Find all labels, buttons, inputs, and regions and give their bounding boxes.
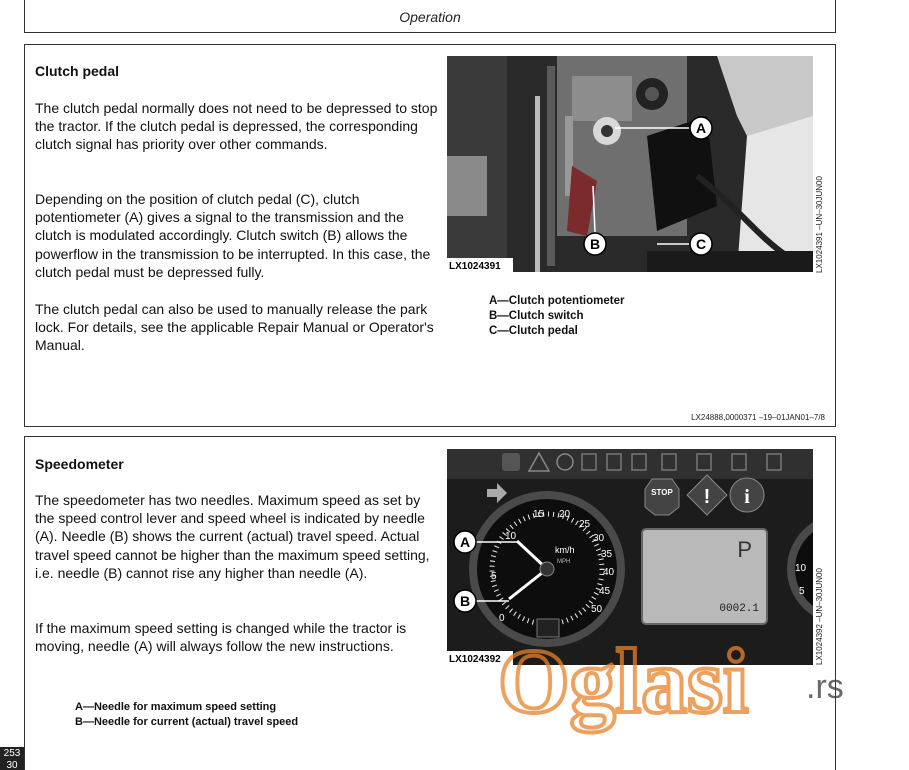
callout-b-speedometer: B: [459, 593, 471, 609]
gauge-unit-kmh: km/h: [555, 545, 575, 555]
info-icon: i: [744, 486, 750, 508]
tick-5: 5: [491, 571, 497, 582]
speedometer-title: Speedometer: [35, 456, 124, 472]
tick-20: 20: [559, 509, 571, 520]
tick-0: 0: [499, 613, 505, 624]
clutch-title: Clutch pedal: [35, 63, 120, 79]
tick-15: 15: [533, 509, 545, 520]
legend-item-b: B—Clutch switch: [489, 310, 584, 322]
section-name: Operation: [399, 9, 461, 25]
speedometer-paragraph-2: If the maximum speed setting is changed while the tractor is moving, needle (A) will always follow the new instructions.: [35, 620, 407, 655]
clutch-footer-reference: LX24888,0000371 –19–01JAN01–7/8: [691, 413, 825, 422]
speedometer-photo-label: LX1024392: [449, 654, 501, 665]
page-number: 253: [3, 748, 21, 759]
clutch-paragraph-3: The clutch pedal can also be used to manually release the park lock. For details, see the applicable Repair Manual or Operator's Manual.: [35, 301, 434, 354]
page-number-tab: [0, 747, 24, 770]
speedometer-legend: [75, 700, 298, 730]
lcd-hour-meter: 0002.1: [719, 603, 759, 615]
gauge-unit-mph: MPH: [557, 559, 571, 565]
speedometer-paragraph-1: The speedometer has two needles. Maximum speed as set by the speed control lever and speed wheel is indicated by needle (A). Needle (B) shows the current (actual) travel speed. Actual travel speed cannot be higher than the maximum speed setting, i.e. needle (B) cannot rise any higher than needle (A).: [35, 492, 430, 581]
watermark-suffix: .rs: [806, 668, 844, 706]
page-header: [24, 0, 836, 33]
warning-icon: !: [703, 486, 711, 508]
clutch-pedal-section: [24, 44, 836, 427]
callout-a-clutch: A: [695, 120, 707, 136]
tick-10: 10: [505, 531, 517, 542]
tick-25: 25: [579, 519, 591, 530]
clutch-photo-label: LX1024391: [449, 261, 501, 272]
tick-30: 30: [593, 533, 605, 544]
callout-a-speedometer: A: [459, 534, 471, 550]
watermark-text: Oglasi: [498, 630, 749, 732]
clutch-photo-illustration: [447, 56, 813, 272]
legend-item-c: C—Clutch pedal: [489, 325, 578, 337]
side-tick-5: 5: [799, 586, 805, 597]
stop-lamp-label: STOP: [651, 488, 673, 497]
clutch-paragraph-2: Depending on the position of clutch pedal (C), clutch potentiometer (A) gives a signal to the transmission and the clutch is modulated accordingly. Clutch switch (B) allows the powerflow in the transmission to be interrupted. In this case, the clutch pedal must be depressed fully.: [35, 191, 431, 280]
watermark-logo: [498, 630, 878, 740]
tick-40: 40: [603, 567, 615, 578]
legend-item-a: A—Clutch potentiometer: [489, 295, 625, 307]
tick-45: 45: [599, 586, 611, 597]
page-subnumber: 30: [6, 760, 18, 770]
clutch-photo: [447, 56, 813, 272]
clutch-photo-side-id: LX1024391 –UN–30JUN00: [815, 176, 824, 273]
speedometer-photo-side-id: LX1024392 –UN–30JUN00: [815, 568, 824, 665]
tick-50: 50: [591, 604, 603, 615]
callout-c-clutch: C: [695, 236, 707, 252]
clutch-legend: [489, 294, 624, 339]
clutch-paragraph-1: The clutch pedal normally does not need to be depressed to stop the tractor. If the clutch pedal is depressed, the corresponding clutch signal has priority over other commands.: [35, 100, 438, 153]
tick-35: 35: [601, 549, 613, 560]
side-tick-10: 10: [795, 563, 807, 574]
legend-item-a: A—Needle for maximum speed setting: [75, 701, 277, 713]
lcd-gear-indicator: P: [737, 537, 752, 562]
oglasi-watermark: [498, 630, 878, 740]
callout-b-clutch: B: [589, 236, 601, 252]
legend-item-b: B—Needle for current (actual) travel speed: [75, 716, 299, 728]
